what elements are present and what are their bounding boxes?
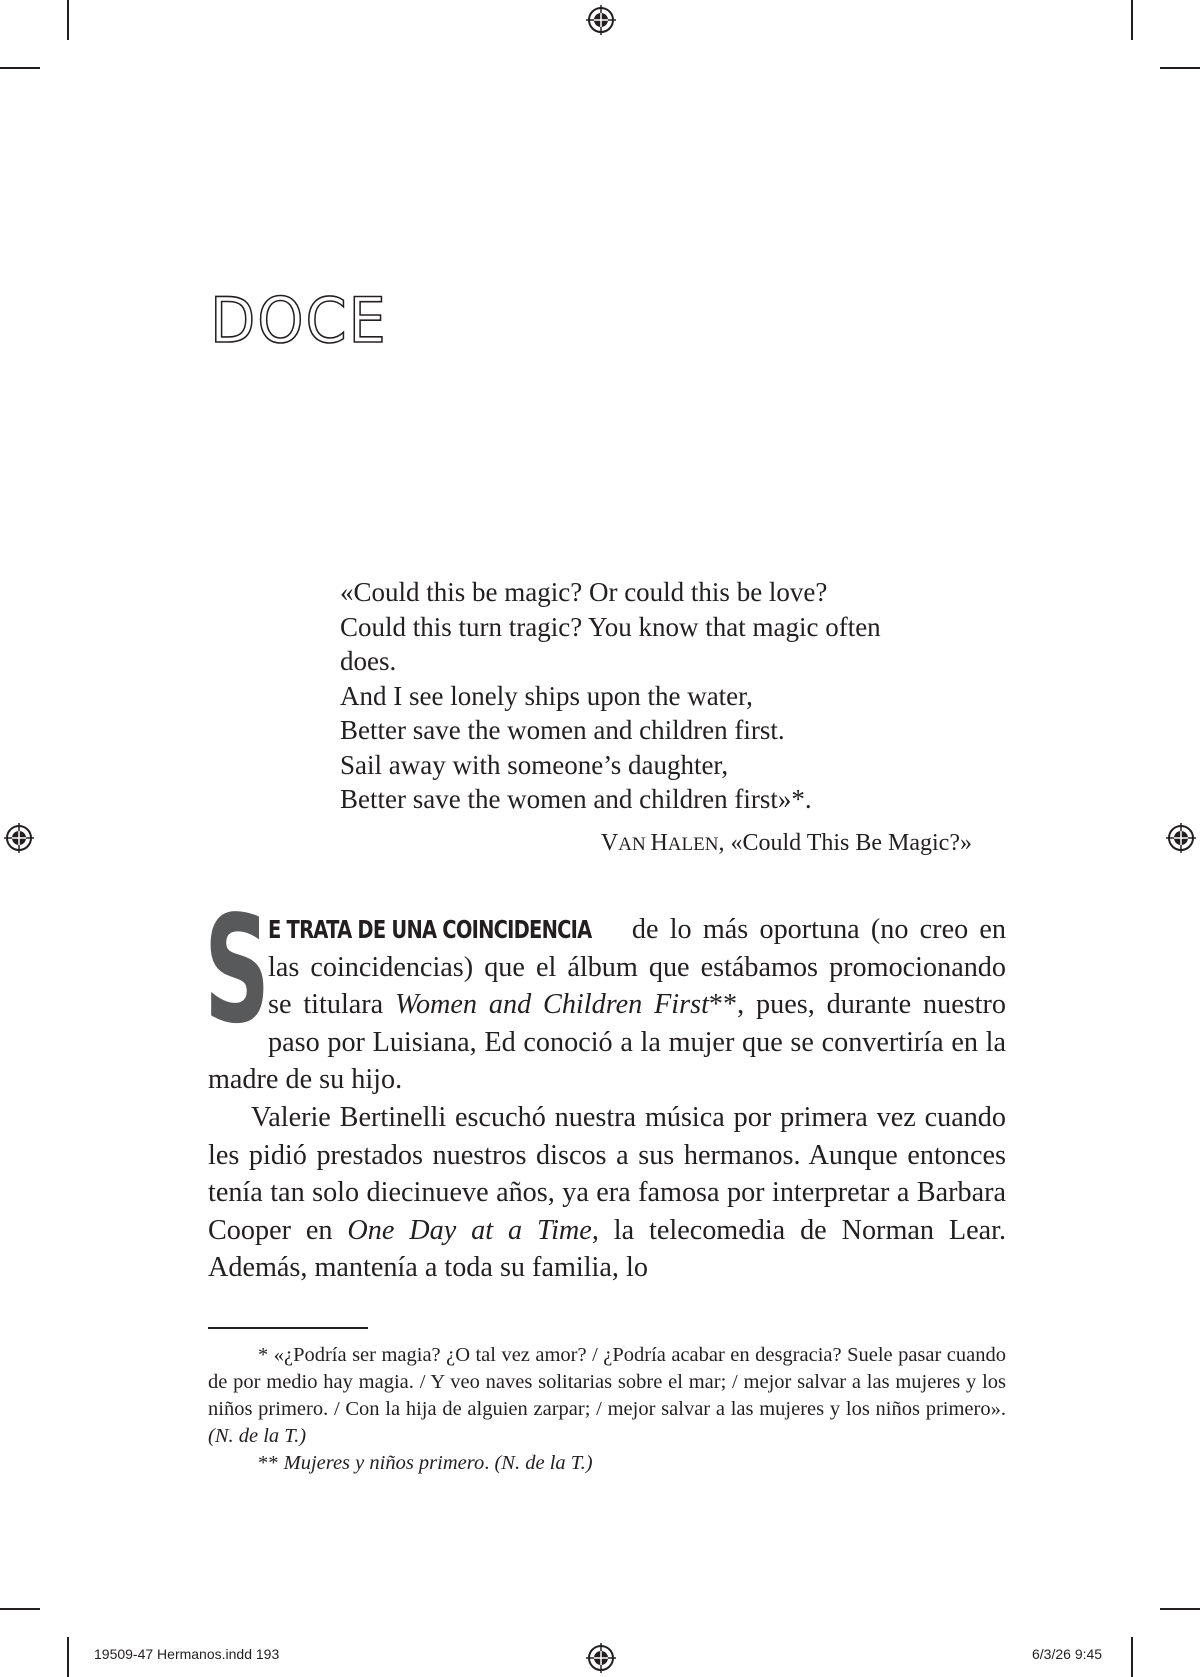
footnote: [208, 1342, 1006, 1450]
paragraph-text: de lo más oportuna (no creo en las coincidencias) que el álbum que estábamos promocionando se titulara: [268, 914, 1006, 1021]
epigraph-line: Could this turn tragic? You know that magic often: [340, 611, 881, 642]
crop-mark: [67, 0, 69, 40]
footnote-text: .: [484, 1452, 495, 1474]
footnote-marker: *: [258, 1344, 274, 1366]
paragraph: [208, 1099, 1006, 1287]
crop-mark: [1131, 1637, 1133, 1677]
attribution-artist: AN: [618, 834, 651, 855]
slug-file: 19509-47 Hermanos.indd 193: [94, 1646, 280, 1662]
crop-mark: [0, 1608, 40, 1610]
crop-mark: [1160, 67, 1200, 69]
album-title: Women and Children First: [395, 989, 709, 1021]
epigraph-line: Better save the women and children first.: [340, 715, 785, 745]
body-text: [204, 884, 1006, 1287]
footnote-text: Mujeres y niños primero: [283, 1452, 485, 1474]
footnote-text: «¿Podría ser magia? ¿O tal vez amor? / ¿Podría acabar en desgracia? Suele pasar cuando de por medio hay magia. / Y veo naves solitarias sobre el mar; / mejor salvar a las mujeres y los niños primero. / Con la hija de alguien zarpar; / mejor salvar a las mujeres y los niños primero».: [208, 1344, 1007, 1420]
paragraph-text: Valerie Bertinelli escuchó nuestra música por primera vez cuando les pidió prestados nuestros discos a sus hermanos. Aunque entonces tenía tan solo diecinueve años, ya era famosa por interpretar a Barbara Cooper en: [208, 1101, 1006, 1246]
registration-mark-icon: [1166, 823, 1196, 853]
crop-mark: [0, 67, 40, 69]
paragraph-text: **, pues, durante nuestro paso por Luisiana, Ed conoció a la mujer que se convertiría en la madre de su hijo.: [208, 989, 1006, 1096]
registration-mark-icon: [4, 823, 34, 853]
registration-mark-icon: [586, 1643, 616, 1673]
paragraph-text: , la telecomedia de Norman Lear. Además, mantenía a toda su familia, lo: [208, 1214, 1006, 1284]
footnote-rule: [208, 1327, 368, 1329]
paragraph: [204, 884, 1006, 1099]
chapter-title-text: DOCE: [210, 284, 388, 357]
epigraph-line: «Could this be magic? Or could this be love?: [340, 577, 828, 607]
slug-datetime: 6/3/26 9:45: [1032, 1646, 1103, 1662]
footnote-marker: **: [258, 1452, 284, 1474]
lead-in-caps: E TRATA DE UNA COINCIDENCIA: [268, 915, 592, 944]
registration-mark-icon: [586, 5, 616, 35]
crop-mark: [1131, 0, 1133, 40]
attribution-artist: V: [600, 830, 619, 856]
show-title: One Day at a Time: [347, 1214, 592, 1246]
epigraph: [340, 575, 980, 817]
footnotes: [208, 1342, 1006, 1477]
crop-mark: [1160, 1608, 1200, 1610]
crop-mark: [67, 1637, 69, 1677]
chapter-title: [210, 284, 397, 357]
epigraph-line: does.: [340, 646, 397, 676]
epigraph-line: Sail away with someone’s daughter,: [340, 749, 729, 780]
attribution-artist: H: [650, 830, 668, 856]
drop-cap: S: [204, 884, 271, 1056]
epigraph-attribution: [340, 828, 972, 860]
attribution-song: , «Could This Be Magic?»: [718, 830, 972, 856]
epigraph-line: And I see lonely ships upon the water,: [340, 680, 753, 711]
footnote: [208, 1450, 1006, 1477]
attribution-artist: ALEN: [667, 834, 719, 855]
translator-note: (N. de la T.): [494, 1452, 593, 1474]
translator-note: (N. de la T.): [208, 1425, 307, 1447]
epigraph-line: Better save the women and children first»*.: [340, 784, 812, 814]
